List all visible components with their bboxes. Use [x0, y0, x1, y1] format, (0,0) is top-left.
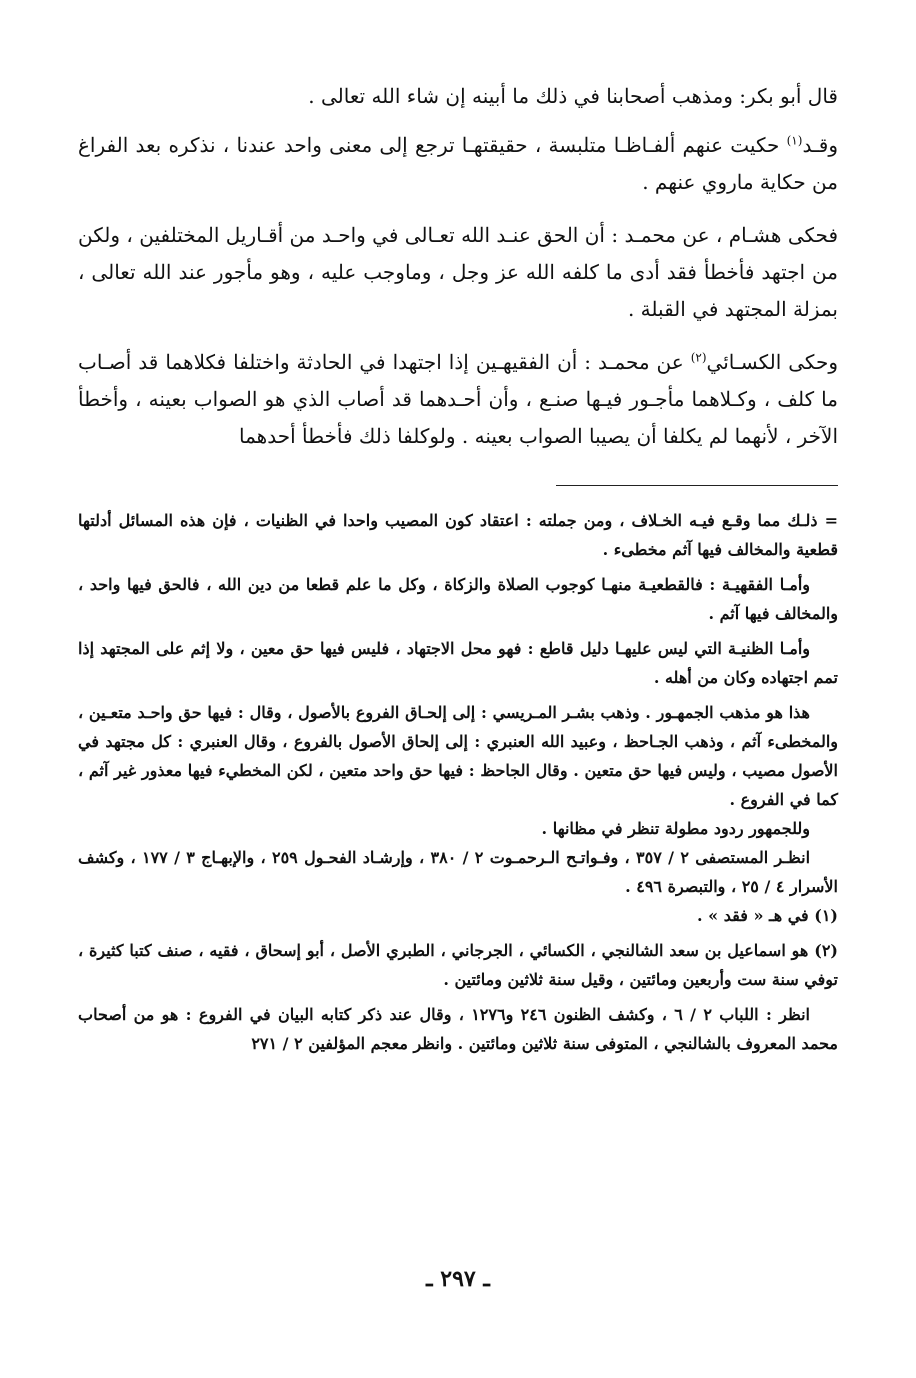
- footnotes: [78, 506, 838, 1058]
- footnote-paragraph: وللجمهور ردود مطولة تنظر في مظانها .: [541, 819, 810, 838]
- paragraph-2-text: حكيت عنهم ألفـاظـا متلبسة ، حقيقتهـا ترجع إلى معنى واحد عندنا ، نذكره بعد الفراغ من حكاية ماروي عنهم .: [78, 133, 838, 194]
- page-body: [78, 78, 838, 1064]
- page-number: ـ ٢٩٧ ـ: [426, 1266, 490, 1292]
- paragraph-2: [78, 127, 838, 201]
- paragraph-3: فحكى هشـام ، عن محمـد : أن الحق عنـد الله تعـالى في واحـد من أقـاريل المختلفين ، ولكن من اجتهد فأخطأ فقد أدى ما كلفه الله عز وجل ، وماوجب عليه ، وهو مأجور عند الله تعالى ، بمزلة المجتهد في القبلة .: [78, 223, 838, 321]
- paragraph-4-text: عن محمـد : أن الفقيهـين إذا اجتهدا في الحادثة واختلفا فكلاهما قد أصـاب ما كلف ، وكـلاهما مأجـور فيـها صنـع ، وأن أحـدهما قد أصاب الذي هو الصواب بعينه ، وأخطأ الآخر ، لأنهما لم يكلفا أن يصيبا الصواب بعينه . ولوكلفا ذلك فأخطأ أحدهما: [78, 350, 838, 448]
- footnote-references: انظـر المستصفى ٢ / ٣٥٧ ، وفـواتـح الـرحمـوت ٢ / ٣٨٠ ، وإرشـاد الفحـول ٢٥٩ ، والإبهـاج ٣ / ١٧٧ ، وكشف الأسرار ٤ / ٢٥ ، والتبصرة ٤٩٦ .: [78, 848, 838, 896]
- main-text: [78, 78, 838, 455]
- paragraph-2-lead: وقـد: [802, 133, 839, 157]
- footnote-paragraph: هذا هو مذهب الجمهـور . وذهب بشـر المـريسي : إلى إلحـاق الفروع بالأصول ، وقال : فيها حق واحـد متعـين ، والمخطىء آثم ، وذهب الجـاحظ ، وعبيد الله العنبري : إلى إلحاق الأصول بالفروع ، وقال العنبري : كل مجتهد في الأصول مصيب ، وليس فيها حق متعين . وقال الجاحظ : فيها حق واحد متعين ، لكن المخطيء فيها معذور غير آثم ، كما في الفروع .: [78, 703, 838, 809]
- footnote-ref-1: (١): [786, 133, 803, 148]
- footnote-divider: [556, 485, 838, 486]
- footnote-2: (٢) هو اسماعيل بن سعد الشالنجي ، الكسائي ، الجرجاني ، الطبري الأصل ، أبو إسحاق ، فقيه ، صنف كتبا كثيرة ، توفي سنة ست وأربعين ومائتين ، وقيل سنة ثلاثين ومائتين .: [78, 941, 838, 989]
- paragraph-4: [78, 344, 838, 455]
- paragraph-1: قال أبو بكر: ومذهب أصحابنا في ذلك ما أبينه إن شاء الله تعالى .: [308, 84, 838, 108]
- footnote-paragraph: وأمـا الظنيـة التي ليس عليهـا دليل قاطع : فهو محل الاجتهاد ، فليس فيها حق معين ، ولا إثم على المجتهد إذا تمم اجتهاده وكان من أهله .: [78, 639, 838, 687]
- footnote-2-references: انظر : اللباب ٢ / ٦ ، وكشف الظنون ٢٤٦ و١٢٧٦ ، وقال عند ذكر كتابه البيان في الفروع : هو من أصحاب محمد المعروف بالشالنجي ، المتوفى سنة ثلاثين ومائتين . وانظر معجم المؤلفين ٢ / ٢٧١: [78, 1005, 838, 1053]
- footnote-ref-2: (٢): [690, 350, 707, 365]
- footnote-paragraph: وأمـا الفقهيـة : فالقطعيـة منهـا كوجوب الصلاة والزكاة ، وكل ما علم قطعا من دين الله ، فالحق فيها واحد ، والمخالف فيها آثم .: [78, 575, 838, 623]
- paragraph-4-lead: وحكى الكسـائي: [706, 350, 838, 374]
- footnote-1: (١) في هـ « فقد » .: [697, 906, 838, 925]
- footnote-continuation: = ذلـك مما وقـع فيـه الخـلاف ، ومن جملته : اعتقاد كون المصيب واحدا في الظنيات ، فإن هذه المسائل أدلتها قطعية والمخالف فيها آثم مخطىء .: [78, 511, 838, 559]
